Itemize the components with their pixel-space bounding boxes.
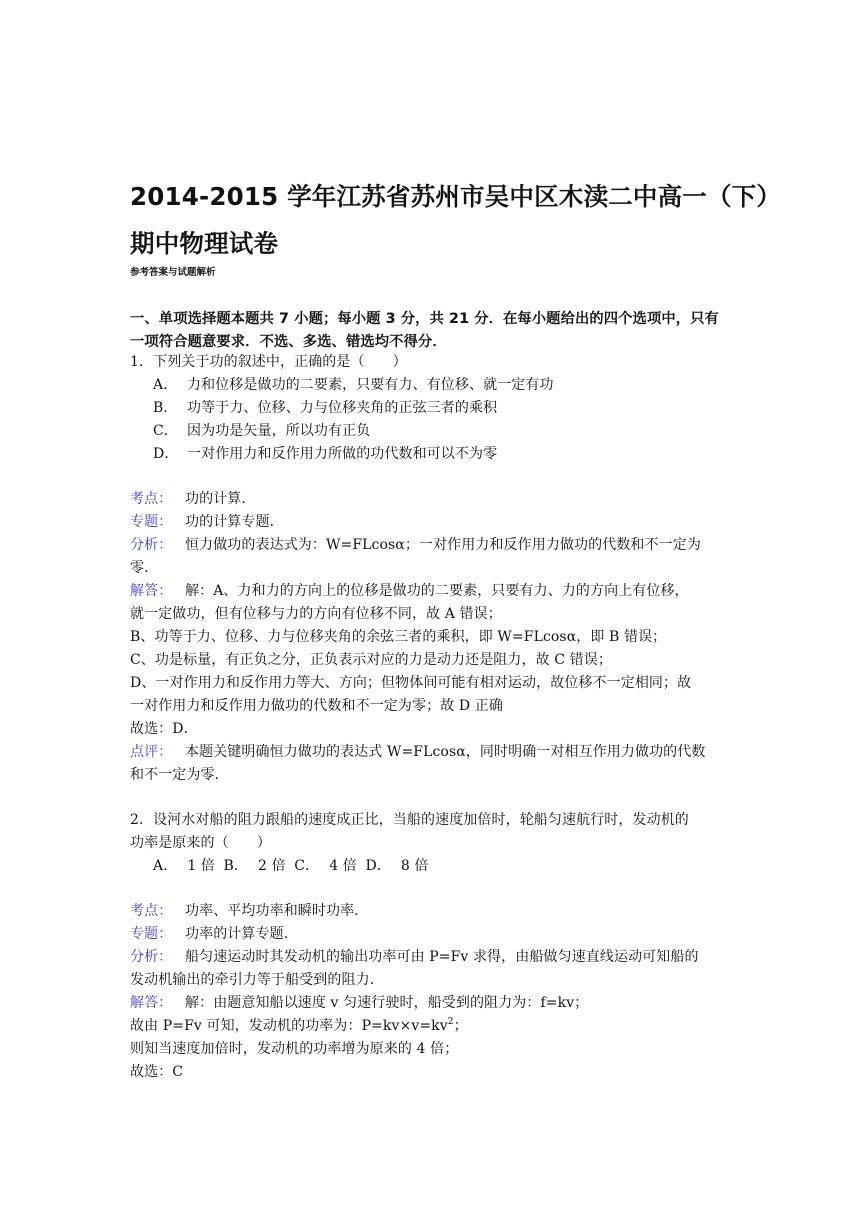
kaodian-text: 功的计算．: [185, 491, 256, 507]
q1-jieda: [130, 581, 689, 601]
kaodian-label: 考点：: [130, 903, 173, 919]
q1-fenxi: [130, 535, 701, 555]
q1-option-b: [153, 398, 497, 418]
q2-answer: 故选：C: [130, 1064, 184, 1080]
q1-stem: 1．下列关于功的叙述中，正确的是（ ）: [130, 354, 407, 370]
q1-dianping: [130, 742, 706, 762]
jieda-text: 解：A、力和力的方向上的位移是做功的二要素，只要有力、力的方向上有位移，: [185, 583, 689, 599]
q1-kaodian: [130, 489, 256, 509]
q1-jieda-line: 一对作用力和反作用力做功的代数和不一定为零；故 D 正确: [130, 698, 503, 714]
q1-answer: 故选：D．: [130, 721, 198, 737]
jieda-label: 解答：: [130, 995, 173, 1011]
q2-fenxi-cont: 发动机输出的牵引力等于船受到的阻力．: [130, 972, 384, 988]
zhuanti-label: 专题：: [130, 926, 173, 942]
dianping-text: 本题关键明确恒力做功的表达式 W=FLcosα，同时明确一对相互作用力做功的代数: [185, 744, 706, 760]
fenxi-text: 船匀速运动时其发动机的输出功率可由 P=Fv 求得，由船做匀速直线运动可知船的: [185, 949, 699, 965]
document-title: [130, 173, 782, 267]
q2-kaodian: [130, 901, 368, 921]
zhuanti-text: 功的计算专题．: [185, 514, 284, 530]
q1-jieda-line: D、一对作用力和反作用力等大、方向；但物体间可能有相对运动，故位移不一定相同；故: [130, 675, 692, 691]
option-key: D．: [153, 446, 179, 462]
q1-zhuanti: [130, 512, 284, 532]
q1-jieda-line: C、功是标量，有正负之分，正负表示对应的力是动力还是阻力，故 C 错误；: [130, 652, 612, 668]
dianping-label: 点评：: [130, 744, 173, 760]
choice-text: 4 倍: [329, 858, 357, 874]
q2-jieda-line: 则知当速度加倍时，发动机的功率增为原来的 4 倍；: [130, 1041, 459, 1057]
title-line-1: 2014-2015 学年江苏省苏州市吴中区木渎二中高一（下）: [130, 182, 782, 211]
q2-choices: [153, 856, 433, 876]
q1-jieda-line: 就一定做功，但有位移与力的方向有位移不同，故 A 错误；: [130, 606, 502, 622]
option-key: C．: [153, 423, 178, 439]
choice-text: 2 倍: [258, 858, 286, 874]
section-heading-line-2: 一项符合题意要求．不选、多选、错选均不得分．: [130, 334, 447, 350]
choice-key: B．: [223, 858, 249, 874]
zhuanti-text: 功率的计算专题．: [185, 926, 298, 942]
q2-jieda: [130, 993, 588, 1013]
document-subtitle: 参考答案与试题解析: [130, 267, 216, 278]
exponent: 2: [447, 1017, 454, 1027]
q1-option-c: [153, 421, 370, 441]
fenxi-label: 分析：: [130, 537, 173, 553]
kaodian-label: 考点：: [130, 491, 173, 507]
section-heading: [130, 308, 735, 354]
option-text: 力和位移是做功的二要素，只要有力、有位移、就一定有功: [187, 377, 554, 393]
jieda-label: 解答：: [130, 583, 173, 599]
q1-option-a: [153, 375, 554, 395]
title-line-2: 期中物理试卷: [130, 229, 279, 258]
jieda-text: 解：由题意知船以速度 v 匀速行驶时，船受到的阻力为：f=kv；: [185, 995, 589, 1011]
q2-stem-cont: 功率是原来的（ ）: [130, 835, 271, 851]
q1-jieda-line: B、功等于力、位移、力与位移夹角的余弦三者的乘积，即 W=FLcosα，即 B 错误；: [130, 629, 667, 645]
choice-key: A．: [153, 858, 178, 874]
option-text: 因为功是矢量，所以功有正负: [187, 423, 371, 439]
option-text: 一对作用力和反作用力所做的功代数和可以不为零: [187, 446, 498, 462]
q2-stem: 2．设河水对船的阻力跟船的速度成正比，当船的速度加倍时，轮船匀速航行时，发动机的: [130, 812, 689, 828]
choice-key: D．: [365, 858, 391, 874]
choice-text: 1 倍: [187, 858, 215, 874]
kaodian-text: 功率、平均功率和瞬时功率．: [185, 903, 369, 919]
zhuanti-label: 专题：: [130, 514, 173, 530]
option-key: B．: [153, 400, 178, 416]
q2-zhuanti: [130, 924, 298, 944]
q2-fenxi: [130, 947, 699, 967]
fenxi-label: 分析：: [130, 949, 173, 965]
option-key: A．: [153, 377, 178, 393]
jieda-text: ；: [453, 1018, 468, 1034]
q2-jieda-line: [130, 1016, 468, 1036]
section-heading-line-1: 一、单项选择题本题共 7 小题；每小题 3 分，共 21 分．在每小题给出的四个选项中，只有: [130, 311, 719, 327]
jieda-text: 故由 P=Fv 可知，发动机的功率为：P=kv×v=kv: [130, 1018, 448, 1034]
choice-text: 8 倍: [400, 858, 429, 874]
q1-dianping-cont: 和不一定为零．: [130, 767, 229, 783]
fenxi-text: 恒力做功的表达式为：W=FLcosα；一对作用力和反作用力做功的代数和不一定为: [185, 537, 701, 553]
option-text: 功等于力、位移、力与位移夹角的正弦三者的乘积: [187, 400, 498, 416]
q1-fenxi-cont: 零．: [130, 560, 159, 576]
choice-key: C．: [294, 858, 320, 874]
q1-option-d: [153, 444, 497, 464]
